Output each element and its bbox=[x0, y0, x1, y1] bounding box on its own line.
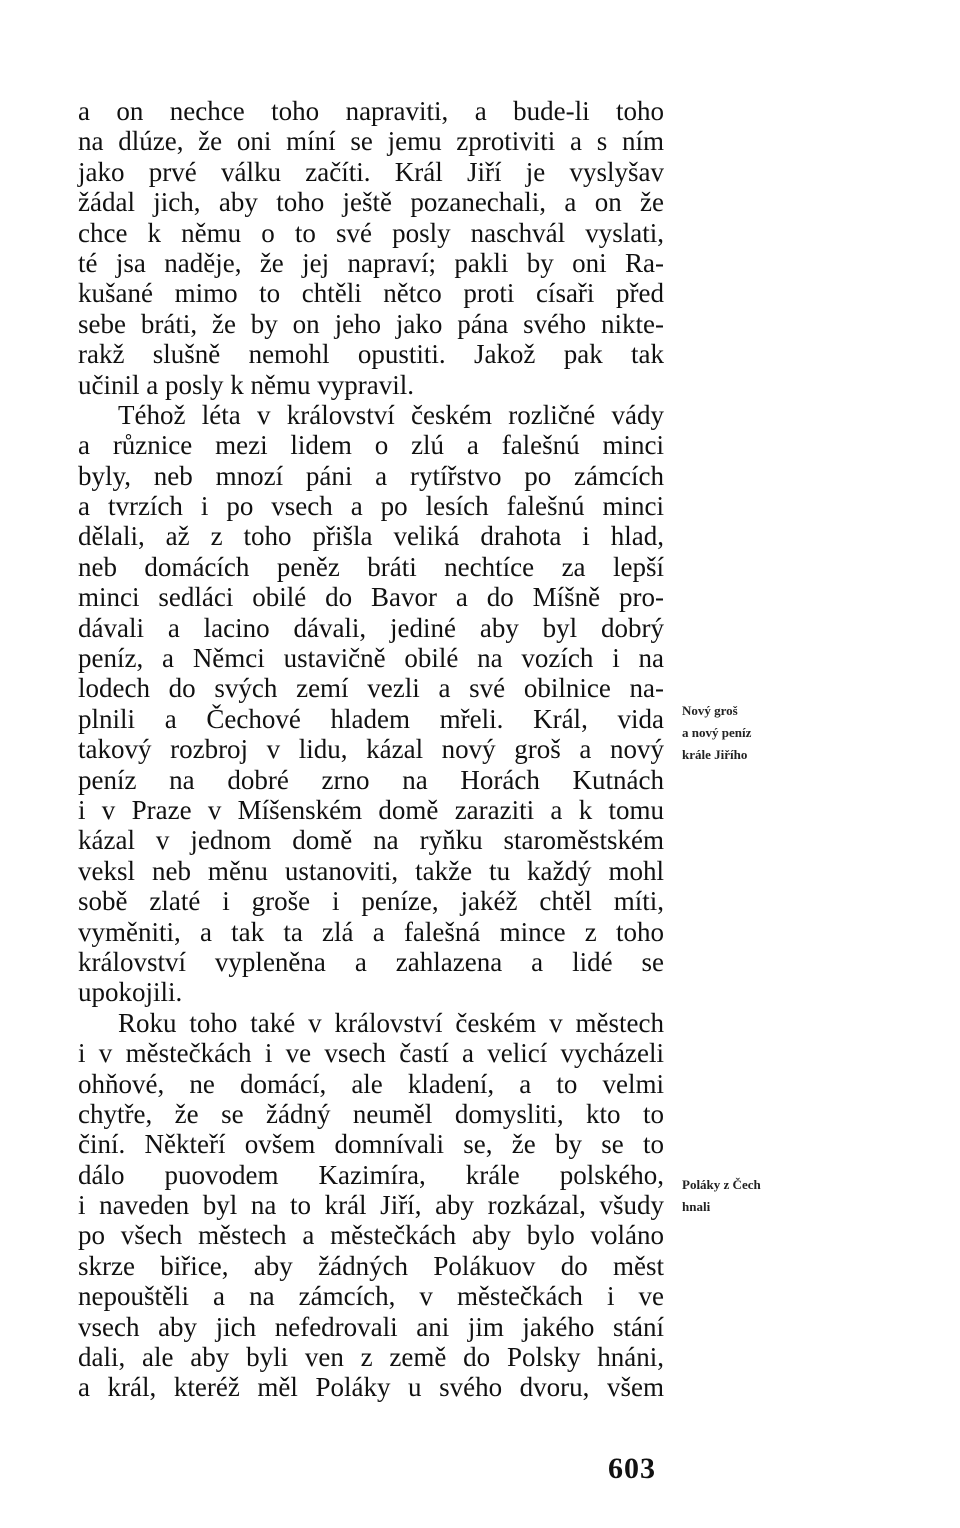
text-line: Téhož léta v království českém rozličné vády bbox=[118, 399, 664, 430]
main-text bbox=[78, 96, 664, 1403]
text-line: vsech aby jich nefedrovali ani jim jakého stání bbox=[78, 1311, 664, 1342]
text-line: i naveden byl na to král Jiří, aby rozkázal, všudy bbox=[78, 1190, 664, 1221]
text-line: a různice mezi lidem o zlú a falešnú minci bbox=[78, 430, 664, 461]
marginal-note-line: Nový groš bbox=[682, 703, 738, 718]
text-line: Roku toho také v království českém v městech bbox=[118, 1007, 664, 1038]
text-line: veksl neb měnu ustanoviti, takže tu každý mohl bbox=[78, 855, 664, 886]
text-line: i v městečkách i ve vsech častí a velicí vycházeli bbox=[78, 1038, 664, 1069]
text-line: peníz na dobré zrno na Horách Kutnách bbox=[78, 764, 664, 795]
text-line: a král, kteréž měl Poláky u svého dvoru, všem bbox=[78, 1372, 664, 1403]
paragraph-3 bbox=[78, 1008, 664, 1403]
text-line: peníz, a Němci ustavičně obilé na vozích i na bbox=[78, 643, 664, 674]
text-line: dálo puovodem Kazimíra, krále polského, bbox=[78, 1159, 664, 1190]
text-line: chce k němu o to své posly naschvál vyslati, bbox=[78, 217, 664, 248]
text-line: i v Praze v Míšenském domě zaraziti a k tomu bbox=[78, 794, 664, 825]
text-line: neb domácích peněz bráti nechtíce za lepší bbox=[78, 551, 664, 582]
text-line: sebe bráti, že by on jeho jako pána svého nikte- bbox=[78, 308, 664, 339]
text-line: kázal v jednom domě na ryňku staroměstském bbox=[78, 825, 664, 856]
text-line: rakž slušně nemohl opustiti. Jakož pak tak bbox=[78, 339, 664, 370]
text-line: plnili a Čechové hladem mřeli. Král, vida bbox=[78, 703, 664, 734]
paragraph-1 bbox=[78, 96, 664, 400]
text-line: chytře, že se žádný neuměl domysliti, kto to bbox=[78, 1098, 664, 1129]
text-line: království vypleněna a zahlazena a lidé se bbox=[78, 946, 664, 977]
marginal-note-line: hnali bbox=[682, 1199, 711, 1214]
text-line: lodech do svých zemí vezli a své obilnice na- bbox=[78, 673, 664, 704]
text-line: ohňové, ne domácí, ale kladení, a to velmi bbox=[78, 1068, 664, 1099]
paragraph-2 bbox=[78, 400, 664, 1008]
text-line: a tvrzích i po vsech a po lesích falešnú minci bbox=[78, 491, 664, 522]
text-line: dávali a lacino dávali, jediné aby byl dobrý bbox=[78, 612, 664, 643]
text-line: po všech městech a městečkách aby bylo voláno bbox=[78, 1220, 664, 1251]
text-line: a on nechce toho napraviti, a bude-li toho bbox=[78, 96, 664, 126]
text-line: nepouštěli a na zámcích, v městečkách i ve bbox=[78, 1281, 664, 1312]
text-line: byly, neb mnozí páni a rytířstvo po zámcích bbox=[78, 460, 664, 491]
marginal-note-line: krále Jiřího bbox=[682, 747, 748, 762]
text-line: té jsa naděje, že jej napraví; pakli by oni Ra- bbox=[78, 247, 664, 278]
marginal-note-line: Poláky z Čech bbox=[682, 1177, 761, 1192]
marginal-note-new-coin bbox=[682, 700, 832, 766]
text-line: minci sedláci obilé do Bavor a do Míšně pro- bbox=[78, 582, 664, 613]
text-line: žádal jich, aby toho ještě pozanechali, a on že bbox=[78, 187, 664, 218]
text-line: činí. Někteří ovšem domnívali se, že by se to bbox=[78, 1129, 664, 1160]
text-line: učinil a posly k němu vypravil. bbox=[78, 369, 414, 400]
text-line: jako prvé válku začíti. Král Jiří je vyslyšav bbox=[78, 156, 664, 187]
marginal-note-line: a nový peníz bbox=[682, 725, 752, 740]
page-number: 603 bbox=[608, 1452, 656, 1485]
text-line: dali, ale aby byli ven z země do Polsky hnáni, bbox=[78, 1342, 664, 1373]
text-line: na dlúze, že oni míní se jemu zprotiviti a s ním bbox=[78, 126, 664, 157]
text-line: sobě zlaté i groše i peníze, jakéž chtěl míti, bbox=[78, 886, 664, 917]
text-line: upokojili. bbox=[78, 977, 183, 1008]
text-line: dělali, až z toho přišla veliká drahota i hlad, bbox=[78, 521, 664, 552]
text-line: takový rozbroj v lidu, kázal nový groš a nový bbox=[78, 734, 664, 765]
marginal-note-poles-expelled bbox=[682, 1174, 832, 1218]
text-line: vyměniti, a tak ta zlá a falešná mince z toho bbox=[78, 916, 664, 947]
text-line: skrze biřice, aby žádných Polákuov do měst bbox=[78, 1250, 664, 1281]
text-line: kušané mimo to chtěli nětco proti císaři před bbox=[78, 278, 664, 309]
